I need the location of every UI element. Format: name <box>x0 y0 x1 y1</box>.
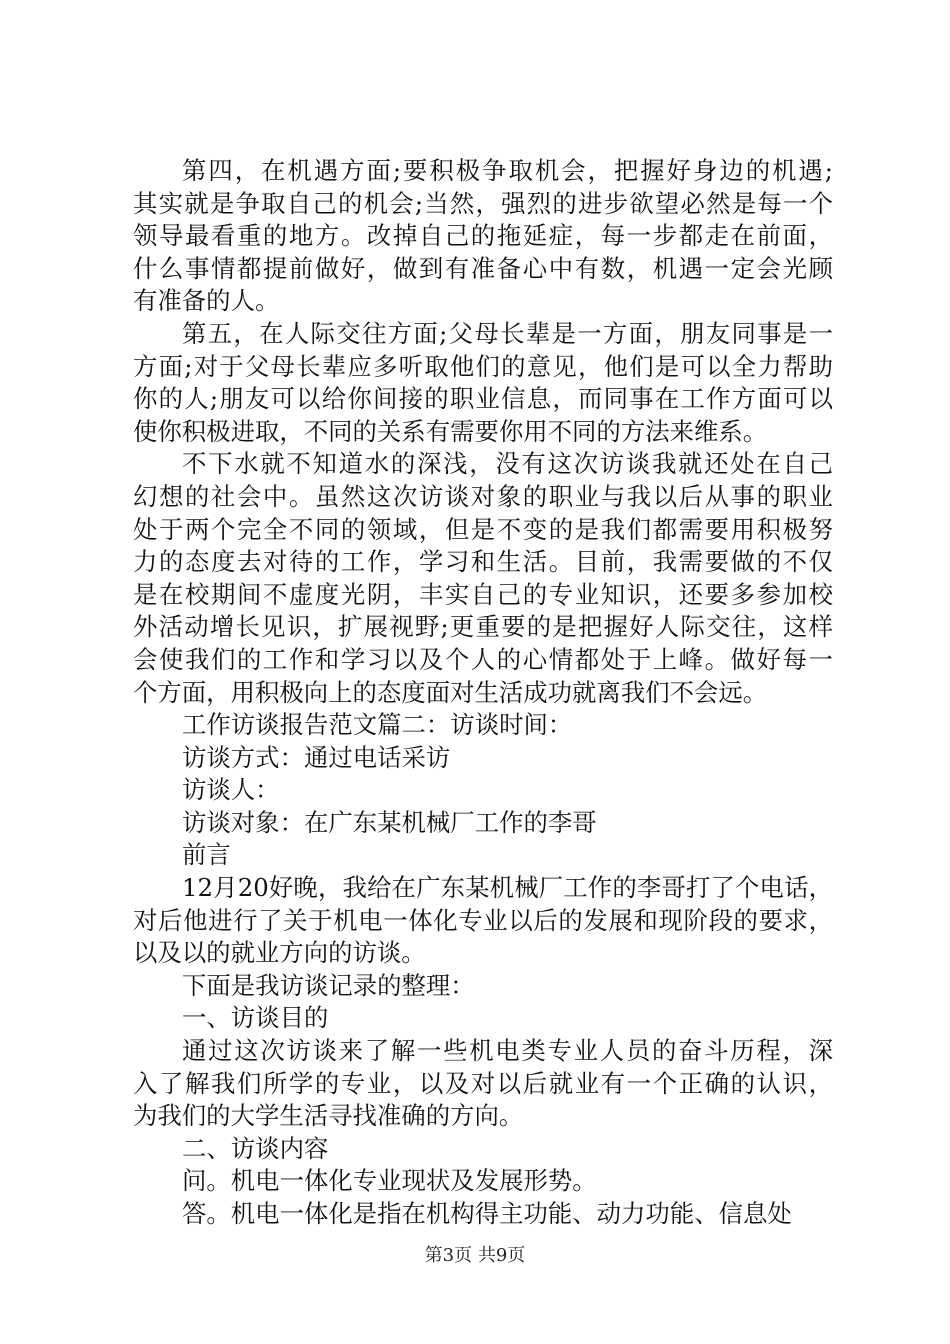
text-line: 幻想的社会中。虽然这次访谈对象的职业与我以后从事的职业 <box>133 481 833 511</box>
text-line: 你的人;朋友可以给你间接的职业信息，而同事在工作方面可以 <box>133 384 833 414</box>
paragraph <box>133 448 833 709</box>
text-line: 有准备的人。 <box>133 286 280 316</box>
question <box>133 1165 833 1198</box>
text-line: 是在校期间不虚度光阴，丰实自己的专业知识，还要多参加校 <box>133 579 833 609</box>
preface-heading <box>133 839 833 872</box>
text-line: 入了解我们所学的专业，以及对以后就业有一个正确的认识， <box>133 1068 833 1098</box>
text-line: 个方面，用积极向上的态度面对生活成功就离我们不会远。 <box>133 677 768 707</box>
paragraph <box>133 872 833 970</box>
text-line: 12月20好晚，我给在广东某机械厂工作的李哥打了个电话， <box>182 873 833 903</box>
section-heading <box>133 1002 833 1035</box>
text-line: 使你积极进取，不同的关系有需要你用不同的方法来维系。 <box>133 416 768 446</box>
text-line: 通过这次访谈来了解一些机电类专业人员的奋斗历程，深 <box>182 1036 833 1066</box>
answer <box>133 1198 833 1231</box>
text-line: 访谈方式：通过电话采访 <box>182 742 451 772</box>
text-line: 访谈对象：在广东某机械厂工作的李哥 <box>182 807 597 837</box>
section-heading <box>133 1133 833 1166</box>
paragraph <box>133 1035 833 1133</box>
text-line: 领导最看重的地方。改掉自己的拖延症，每一步都走在前面， <box>133 221 833 251</box>
document-body <box>133 155 833 1231</box>
text-line: 二、访谈内容 <box>182 1133 329 1163</box>
text-line: 对后他进行了关于机电一体化专业以后的发展和现阶段的要求， <box>133 905 833 935</box>
text-line: 工作访谈报告范文篇二：访谈时间： <box>182 710 573 740</box>
text-line: 以及以的就业方向的访谈。 <box>133 938 426 968</box>
text-line: 访谈人： <box>182 775 280 805</box>
text-line: 外活动增长见识，扩展视野;更重要的是把握好人际交往，这样 <box>133 612 833 642</box>
text-line: 处于两个完全不同的领域，但是不变的是我们都需要用积极努 <box>133 514 833 544</box>
text-line: 问。机电一体化专业现状及发展形势。 <box>182 1166 597 1196</box>
text-line: 其实就是争取自己的机会;当然，强烈的进步欲望必然是每一个 <box>133 188 833 218</box>
text-line: 为我们的大学生活寻找准确的方向。 <box>133 1101 524 1131</box>
text-line: 第五，在人际交往方面;父母长辈是一方面，朋友同事是一 <box>182 318 833 348</box>
interviewee <box>133 807 833 840</box>
text-line: 会使我们的工作和学习以及个人的心情都处于上峰。做好每一 <box>133 644 833 674</box>
text-line: 力的态度去对待的工作，学习和生活。目前，我需要做的不仅 <box>133 547 833 577</box>
text-line: 什么事情都提前做好，做到有准备心中有数，机遇一定会光顾 <box>133 253 833 283</box>
text-line: 一、访谈目的 <box>182 1003 329 1033</box>
paragraph <box>133 155 833 318</box>
interviewer <box>133 774 833 807</box>
text-line: 不下水就不知道水的深浅，没有这次访谈我就还处在自己 <box>182 449 833 479</box>
section-heading <box>133 709 833 742</box>
paragraph <box>133 318 833 448</box>
text-line: 第四，在机遇方面;要积极争取机会，把握好身边的机遇; <box>182 156 833 185</box>
paragraph <box>133 970 833 1003</box>
interview-method <box>133 742 833 775</box>
text-line: 下面是我访谈记录的整理： <box>182 970 475 1000</box>
text-line: 前言 <box>182 840 231 870</box>
text-line: 方面;对于父母长辈应多听取他们的意见，他们是可以全力帮助 <box>133 351 833 381</box>
page-number-footer: 第3页 共9页 <box>424 1245 526 1266</box>
text-line: 答。机电一体化是指在机构得主功能、动力功能、信息处 <box>182 1199 792 1228</box>
